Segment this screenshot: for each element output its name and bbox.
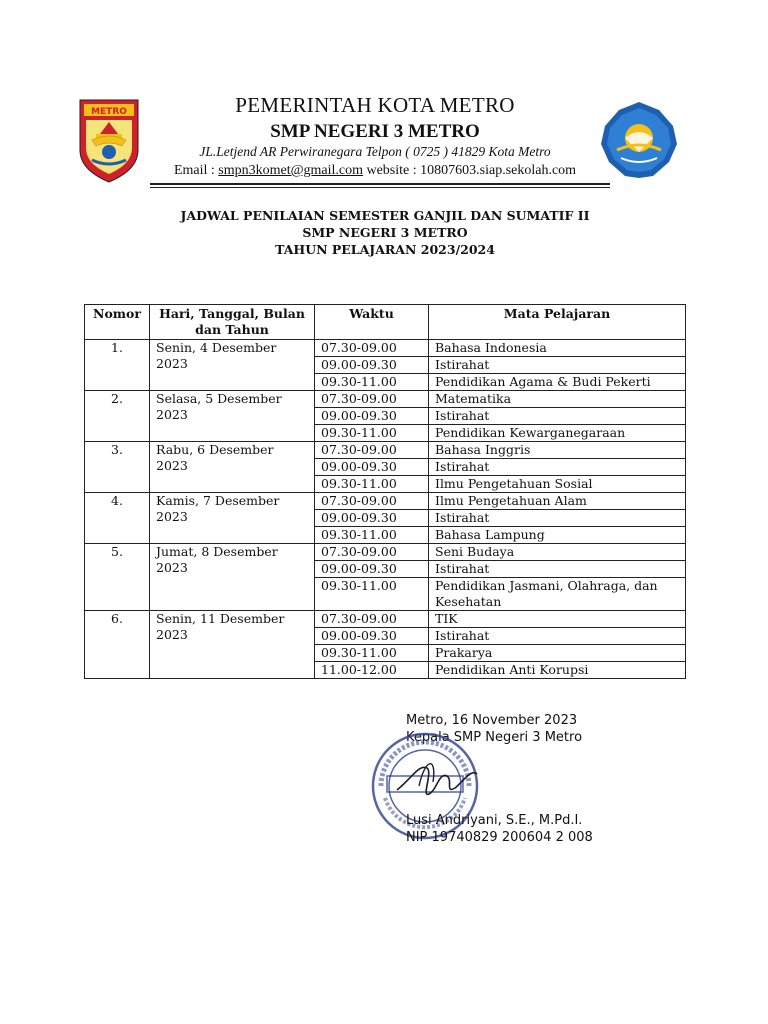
row-time: 07.30-09.00 bbox=[315, 544, 429, 561]
row-subject: Seni Budaya bbox=[429, 544, 686, 561]
row-subject: Istirahat bbox=[429, 459, 686, 476]
education-logo bbox=[599, 100, 679, 180]
row-subject: Bahasa Inggris bbox=[429, 442, 686, 459]
row-subject: Pendidikan Jasmani, Olahraga, dan Kesehatan bbox=[429, 578, 686, 611]
row-subject: Istirahat bbox=[429, 510, 686, 527]
row-date: Selasa, 5 Desember 2023 bbox=[150, 391, 315, 442]
row-subject: Matematika bbox=[429, 391, 686, 408]
row-number: 1. bbox=[85, 340, 150, 391]
row-time: 09.30-11.00 bbox=[315, 425, 429, 442]
row-subject: Bahasa Lampung bbox=[429, 527, 686, 544]
row-subject: Istirahat bbox=[429, 628, 686, 645]
signatory-nip: NIP 19740829 200604 2 008 bbox=[406, 830, 593, 845]
row-date: Rabu, 6 Desember 2023 bbox=[150, 442, 315, 493]
row-time: 09.30-11.00 bbox=[315, 374, 429, 391]
row-time: 09.30-11.00 bbox=[315, 527, 429, 544]
email-label: Email : bbox=[173, 163, 219, 178]
row-subject: Ilmu Pengetahuan Alam bbox=[429, 493, 686, 510]
signatory-name: Lusi Andriyani, S.E., M.Pd.I. bbox=[406, 813, 583, 828]
metro-city-logo bbox=[78, 98, 140, 184]
header-number: Nomor bbox=[85, 305, 150, 340]
row-date: Kamis, 7 Desember 2023 bbox=[150, 493, 315, 544]
row-date: Senin, 11 Desember 2023 bbox=[150, 611, 315, 679]
row-time: 07.30-09.00 bbox=[315, 391, 429, 408]
title-line-2: SMP NEGERI 3 METRO bbox=[302, 225, 468, 240]
title-line-1: JADWAL PENILAIAN SEMESTER GANJIL DAN SUMATIF II bbox=[180, 208, 590, 223]
row-time: 09.30-11.00 bbox=[315, 578, 429, 611]
row-subject: Prakarya bbox=[429, 645, 686, 662]
school-address: JL.Letjend AR Perwiranegara Telpon ( 0725 ) 41829 Kota Metro bbox=[199, 144, 551, 159]
school-name: SMP NEGERI 3 METRO bbox=[270, 121, 480, 142]
signature-place-date: Metro, 16 November 2023 bbox=[406, 713, 578, 728]
table-row bbox=[85, 611, 686, 628]
row-subject: Istirahat bbox=[429, 561, 686, 578]
row-subject: Ilmu Pengetahuan Sosial bbox=[429, 476, 686, 493]
table-row bbox=[85, 442, 686, 459]
row-subject: Pendidikan Kewarganegaraan bbox=[429, 425, 686, 442]
row-subject: Istirahat bbox=[429, 408, 686, 425]
website-text: website : 10807603.siap.sekolah.com bbox=[362, 163, 577, 178]
table-row bbox=[85, 340, 686, 357]
signature-position: Kepala SMP Negeri 3 Metro bbox=[406, 730, 583, 745]
contact-line bbox=[140, 163, 610, 179]
table-row bbox=[85, 544, 686, 561]
row-time: 09.00-09.30 bbox=[315, 561, 429, 578]
document-title bbox=[84, 207, 686, 258]
row-date: Jumat, 8 Desember 2023 bbox=[150, 544, 315, 611]
government-name: PEMERINTAH KOTA METRO bbox=[235, 93, 515, 117]
row-subject: Pendidikan Agama & Budi Pekerti bbox=[429, 374, 686, 391]
header-rule-thin bbox=[150, 187, 610, 188]
row-time: 09.00-09.30 bbox=[315, 628, 429, 645]
row-time: 07.30-09.00 bbox=[315, 611, 429, 628]
row-time: 07.30-09.00 bbox=[315, 340, 429, 357]
row-subject: Pendidikan Anti Korupsi bbox=[429, 662, 686, 679]
logo-left-text: METRO bbox=[91, 107, 127, 117]
table-header-row bbox=[85, 305, 686, 340]
header-date: Hari, Tanggal, Bulan dan Tahun bbox=[150, 305, 315, 340]
table-row bbox=[85, 493, 686, 510]
row-time: 09.30-11.00 bbox=[315, 645, 429, 662]
row-number: 2. bbox=[85, 391, 150, 442]
row-number: 3. bbox=[85, 442, 150, 493]
row-time: 07.30-09.00 bbox=[315, 442, 429, 459]
header-subject: Mata Pelajaran bbox=[429, 305, 686, 340]
row-time: 09.00-09.30 bbox=[315, 408, 429, 425]
row-subject: Istirahat bbox=[429, 357, 686, 374]
row-time: 07.30-09.00 bbox=[315, 493, 429, 510]
row-number: 6. bbox=[85, 611, 150, 679]
row-date: Senin, 4 Desember 2023 bbox=[150, 340, 315, 391]
row-time: 09.30-11.00 bbox=[315, 476, 429, 493]
row-subject: TIK bbox=[429, 611, 686, 628]
row-number: 5. bbox=[85, 544, 150, 611]
row-time: 09.00-09.30 bbox=[315, 510, 429, 527]
row-time: 09.00-09.30 bbox=[315, 459, 429, 476]
table-row bbox=[85, 391, 686, 408]
row-subject: Bahasa Indonesia bbox=[429, 340, 686, 357]
row-number: 4. bbox=[85, 493, 150, 544]
header-time: Waktu bbox=[315, 305, 429, 340]
header-rule-thick bbox=[150, 183, 610, 185]
email-link[interactable]: smpn3komet@gmail.com bbox=[218, 163, 363, 178]
schedule-table bbox=[84, 304, 686, 679]
title-line-3: TAHUN PELAJARAN 2023/2024 bbox=[275, 242, 495, 257]
row-time: 09.00-09.30 bbox=[315, 357, 429, 374]
row-time: 11.00-12.00 bbox=[315, 662, 429, 679]
